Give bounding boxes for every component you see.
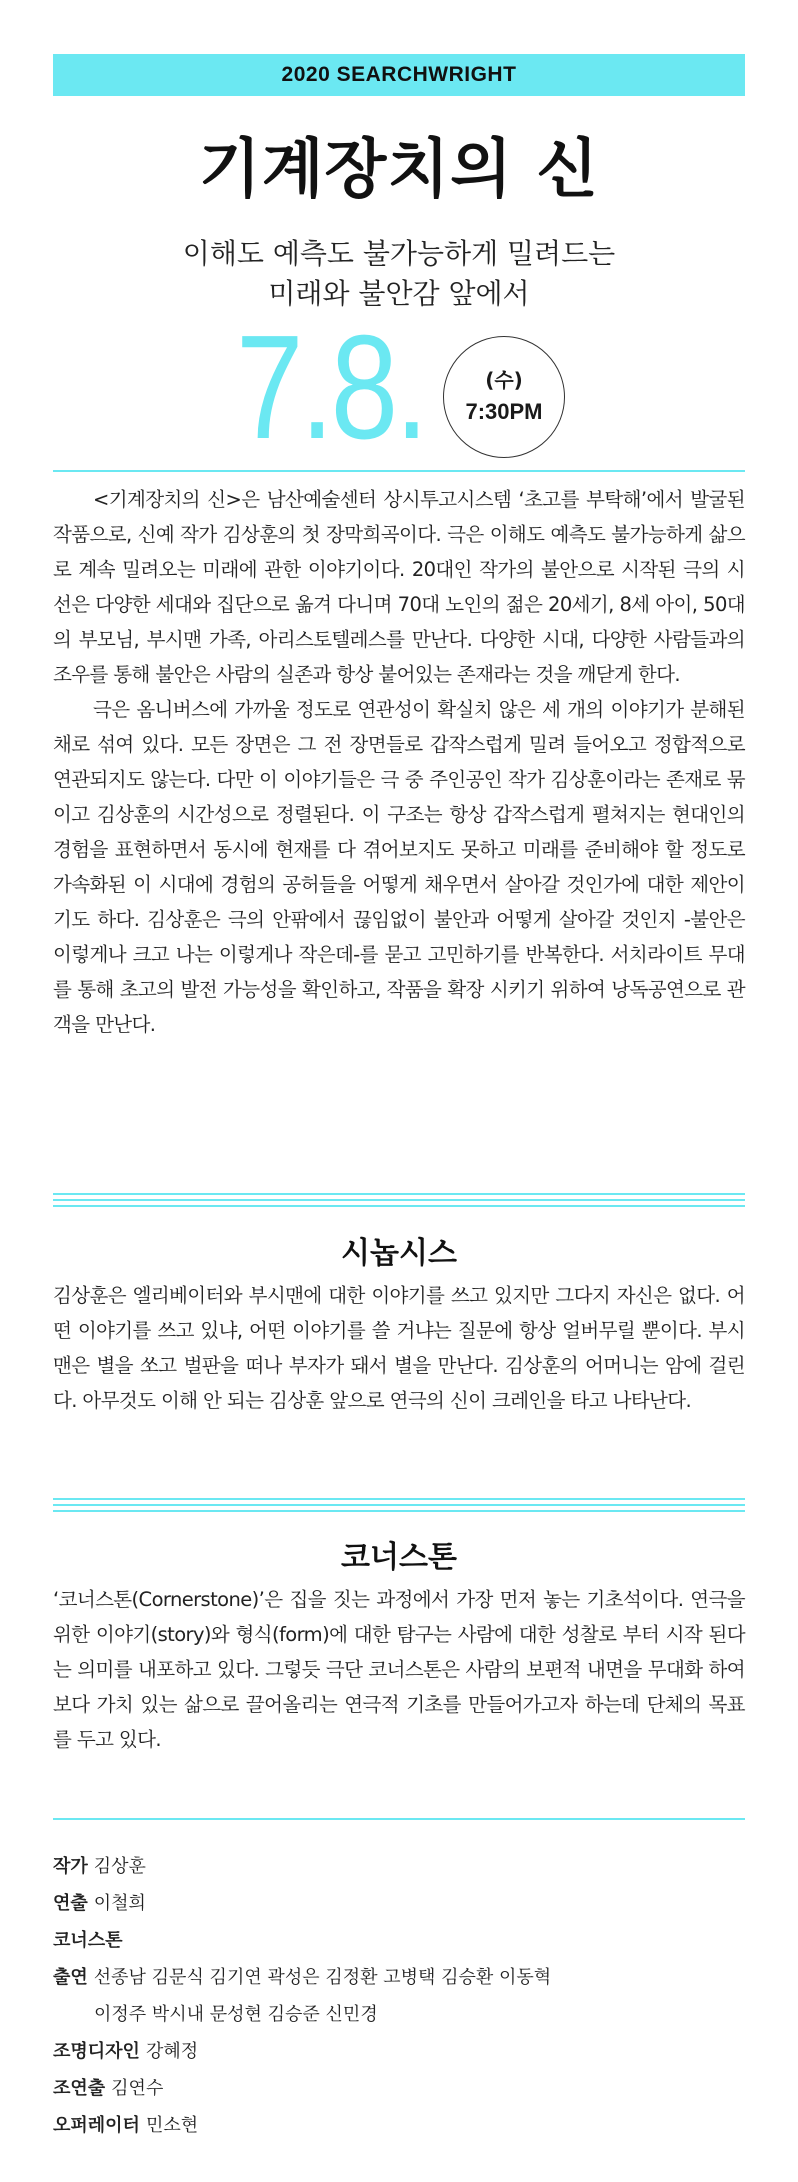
- credit-operator: [53, 2107, 745, 2144]
- credit-role: 작가: [53, 1856, 88, 1877]
- credit-company: [53, 1922, 745, 1959]
- company-title: 코너스톤: [341, 1540, 457, 1575]
- credit-role: 조연출: [53, 2078, 106, 2099]
- credit-person: 김연수: [111, 2078, 164, 2099]
- credit-cast: [53, 1959, 745, 1996]
- credit-person: 민소현: [145, 2115, 199, 2136]
- credit-person: 이철희: [93, 1893, 146, 1914]
- credit-role: 연출: [53, 1893, 88, 1914]
- credit-person: 강혜정: [145, 2041, 199, 2062]
- intro-text: [53, 482, 745, 1042]
- section-divider-company: [53, 1498, 745, 1512]
- subtitle: [0, 234, 798, 314]
- credit-role: 출연: [53, 1967, 88, 1988]
- credit-role: 오퍼레이터: [53, 2115, 140, 2136]
- synopsis-title: 시놉시스: [341, 1236, 457, 1271]
- credits: [53, 1848, 745, 2144]
- section-divider-synopsis: [53, 1193, 745, 1207]
- time-circle: [443, 336, 565, 458]
- synopsis-text: 김상훈은 엘리베이터와 부시맨에 대한 이야기를 쓰고 있지만 그다지 자신은 없다. 어떤 이야기를 쓰고 있냐, 어떤 이야기를 쓸 거냐는 질문에 항상 얼버무릴 뿐이다. 부시맨은 별을 쏘고 벌판을 떠나 부자가 돼서 별을 만난다. 김상훈의 어머니는 암에 걸린다. 아무것도 이해 안 되는 김상훈 앞으로 연극의 신이 크레인을 타고 나타난다.: [53, 1284, 745, 1412]
- credit-cast-line-2: 이정주 박시내 문성현 김승준 신민경: [94, 2004, 378, 2025]
- credit-cast-line-1: 선종남 김문식 김기연 곽성은 김정환 고병택 김승환 이동혁: [93, 1967, 552, 1988]
- company-text: ‘코너스톤(Cornerstone)’은 집을 짓는 과정에서 가장 먼저 놓는 기초석이다. 연극을 위한 이야기(story)와 형식(form)에 대한 탐구는 사람에 대한 성찰로 부터 시작 된다는 의미를 내포하고 있다. 그렇듯 극단 코너스톤은 사람의 보편적 내면을 무대화 하여 보다 가치 있는 삶으로 끌어올리는 연극적 기초를 만들어가고자 하는데 단체의 목표를 두고 있다.: [53, 1588, 745, 1751]
- credit-director: [53, 1885, 745, 1922]
- performance-day: (수): [485, 368, 523, 392]
- top-banner: [53, 54, 745, 96]
- intro-paragraph-2: 극은 옴니버스에 가까울 정도로 연관성이 확실치 않은 세 개의 이야기가 분해된 채로 섞여 있다. 모든 장면은 그 전 장면들로 갑작스럽게 밀려 들어오고 정합적으로 연관되지도 않는다. 다만 이 이야기들은 극 중 주인공인 작가 김상훈이라는 존재로 묶이고 김상훈의 시간성으로 정렬된다. 이 구조는 항상 갑작스럽게 펼쳐지는 현대인의 경험을 표현하면서 동시에 현재를 다 겪어보지도 못하고 미래를 준비해야 할 정도로 가속화된 이 시대에 경험의 공허들을 어떻게 채우면서 살아갈 것인가에 대한 제안이기도 하다. 김상훈은 극의 안팎에서 끊임없이 불안과 어떻게 살아갈 것인지 -불안은 이렇게나 크고 나는 이렇게나 작은데-를 묻고 고민하기를 반복한다. 서치라이트 무대를 통해 초고의 발전 가능성을 확인하고, 작품을 확장 시키기 위하여 낭독공연으로 관객을 만난다.: [53, 698, 745, 1036]
- credit-assistant-director: [53, 2070, 745, 2107]
- credit-role: 조명디자인: [53, 2041, 140, 2062]
- credit-lighting: [53, 2033, 745, 2070]
- intro-paragraph-1: <기계장치의 신>은 남산예술센터 상시투고시스템 ‘초고를 부탁해’에서 발굴된 작품으로, 신예 작가 김상훈의 첫 장막희곡이다. 극은 이해도 예측도 불가능하게 삶으로 계속 밀려오는 미래에 관한 이야기이다. 20대인 작가의 불안으로 시작된 극의 시선은 다양한 세대와 집단으로 옮겨 다니며 70대 노인의 젊은 20세기, 8세 아이, 50대의 부모님, 부시맨 가족, 아리스토텔레스를 만난다. 다양한 시대, 다양한 사람들과의 조우를 통해 불안은 사람의 실존과 항상 붙어있는 존재라는 것을 깨닫게 한다.: [53, 488, 745, 686]
- subtitle-line-1: 이해도 예측도 불가능하게 밀려드는: [182, 237, 616, 270]
- performance-date: 7.8.: [236, 305, 426, 470]
- credit-company-name: 코너스톤: [53, 1930, 123, 1951]
- header-divider: [53, 470, 745, 472]
- credit-writer: [53, 1848, 745, 1885]
- page-title: 기계장치의 신: [198, 133, 600, 207]
- credits-divider: [53, 1818, 745, 1820]
- credit-person: 김상훈: [93, 1856, 146, 1877]
- performance-time: 7:30PM: [465, 399, 543, 424]
- subtitle-line-2: 미래와 불안감 앞에서: [268, 277, 530, 310]
- banner-text: 2020 SEARCHWRIGHT: [281, 63, 517, 86]
- credit-cast-continued: [53, 1996, 745, 2033]
